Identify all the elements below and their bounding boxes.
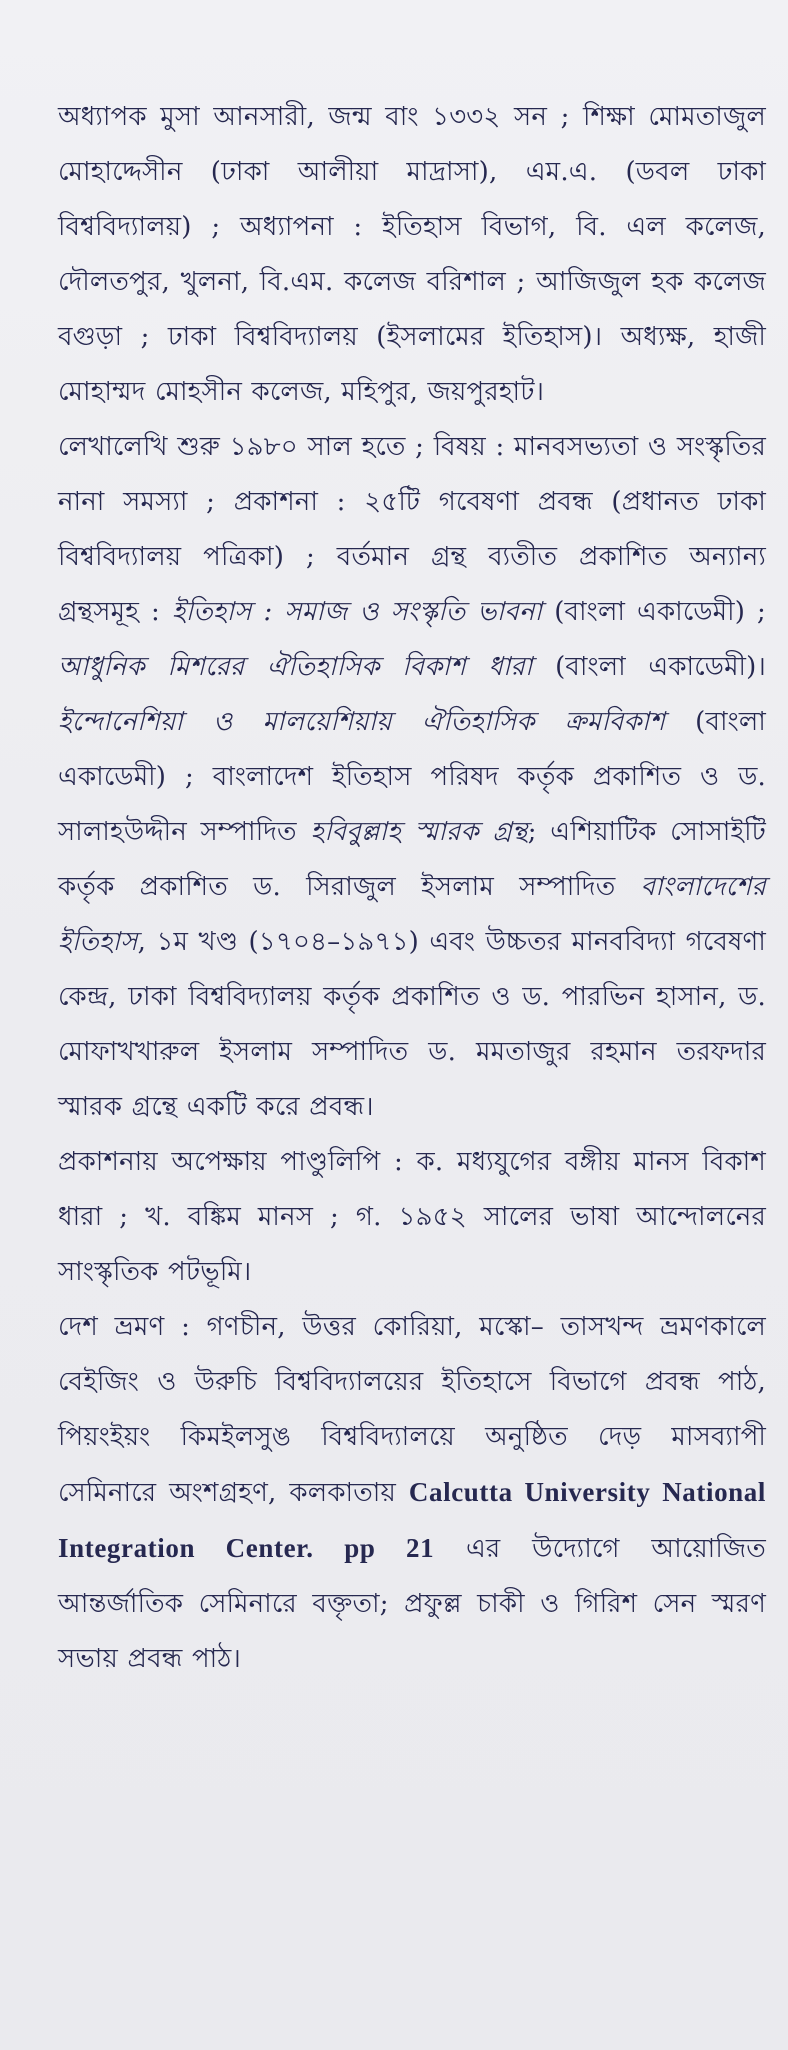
book-title: আধুনিক মিশরের ঐতিহাসিক বিকাশ ধারা bbox=[58, 652, 533, 682]
text-run: (বাংলা একাডেমী)। bbox=[532, 652, 766, 682]
text-run: এর উদ্যোগে আয়োজিত আন্তর্জাতিক সেমিনারে বক্তৃতা; প্রফুল্ল চাকী ও গিরিশ সেন স্মরণ সভায় প্রবন্ধ পাঠ। bbox=[58, 1534, 766, 1674]
book-title: বাংলাদেশের ইতিহাস bbox=[58, 872, 766, 957]
text-run: , ১ম খণ্ড (১৭০৪–১৯৭১) এবং উচ্চতর মানববিদ্যা গবেষণা কেন্দ্র, ঢাকা বিশ্ববিদ্যালয় কর্তৃক প্রকাশিত ও ড. পারভিন হাসান, ড. মোফাখখারুল ইসলাম সম্পাদিত ড. মমতাজুর রহমান তরফদার স্মারক গ্রন্থে একটি করে প্রবন্ধ। bbox=[58, 927, 766, 1122]
text-run: (বাংলা একাডেমী) ; বাংলাদেশ ইতিহাস পরিষদ কর্তৃক প্রকাশিত ও ড. সালাহউদ্দীন সম্পাদিত bbox=[58, 707, 767, 847]
text-run: (বাংলা একাডেমী) ; bbox=[542, 597, 766, 627]
text-run: প্রকাশনায় অপেক্ষায় পাণ্ডুলিপি : ক. মধ্যযুগের বঙ্গীয় মানস বিকাশ ধারা ; খ. বঙ্কিম মানস ; গ. ১৯৫২ সালের ভাষা আন্দোলনের সাংস্কৃতিক পটভূমি। bbox=[58, 1147, 766, 1287]
paragraph-writings bbox=[58, 420, 766, 1135]
book-title: ইতিহাস : সমাজ ও সংস্কৃতি ভাবনা bbox=[171, 597, 543, 627]
text-run: অধ্যাপক মুসা আনসারী, জন্ম বাং ১৩৩২ সন ; শিক্ষা মোমতাজুল মোহাদ্দেসীন (ঢাকা আলীয়া মাদ্রাসা), এম.এ. (ডবল ঢাকা বিশ্ববিদ্যালয়) ; অধ্যাপনা : ইতিহাস বিভাগ, বি. এল কলেজ, দৌলতপুর, খুলনা, বি.এম. কলেজ বরিশাল ; আজিজুল হক কলেজ বগুড়া ; ঢাকা বিশ্ববিদ্যালয় (ইসলামের ইতিহাস)। অধ্যক্ষ, হাজী মোহাম্মদ মোহসীন কলেজ, মহিপুর, জয়পুরহাট। bbox=[58, 102, 766, 407]
paragraph-travel bbox=[58, 1300, 766, 1687]
book-title: হবিবুল্লাহ স্মারক গ্রন্থ bbox=[310, 817, 528, 847]
institution-name: Calcutta University National Integration Center. pp 21 bbox=[58, 1477, 766, 1563]
text-run: দেশ ভ্রমণ : গণচীন, উত্তর কোরিয়া, মস্কো– তাসখন্দ ভ্রমণকালে বেইজিং ও উরুচি বিশ্ববিদ্যালয়ের ইতিহাসে বিভাগে প্রবন্ধ পাঠ, পিয়ংইয়ং কিমইলসুঙ বিশ্ববিদ্যালয়ে অনুষ্ঠিত দেড় মাসব্যাপী সেমিনারে অংশগ্রহণ, কলকাতায় bbox=[58, 1312, 766, 1508]
book-title: ইন্দোনেশিয়া ও মালয়েশিয়ায় ঐতিহাসিক ক্রমবিকাশ bbox=[58, 707, 666, 737]
text-run: লেখালেখি শুরু ১৯৮০ সাল হতে ; বিষয় : মানবসভ্যতা ও সংস্কৃতির নানা সমস্যা ; প্রকাশনা : ২৫টি গবেষণা প্রবন্ধ (প্রধানত ঢাকা বিশ্ববিদ্যালয় পত্রিকা) ; বর্তমান গ্রন্থ ব্যতীত প্রকাশিত অন্যান্য গ্রন্থসমূহ : bbox=[58, 432, 766, 627]
text-run: ; এশিয়াটিক সোসাইটি কর্তৃক প্রকাশিত ড. সিরাজুল ইসলাম সম্পাদিত bbox=[58, 817, 766, 902]
author-biography bbox=[58, 90, 766, 1687]
paragraph-profile bbox=[58, 90, 766, 420]
paragraph-manuscripts bbox=[58, 1135, 766, 1300]
